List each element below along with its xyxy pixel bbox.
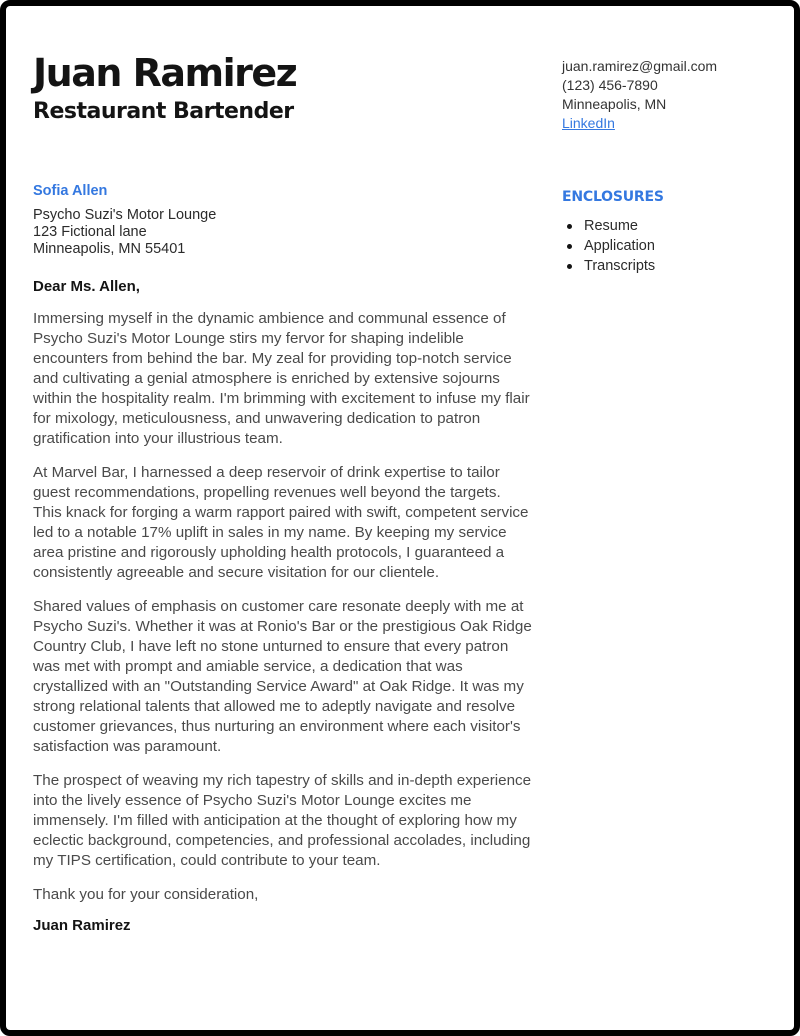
contact-block <box>562 52 775 133</box>
contact-email: juan.ramirez@gmail.com <box>562 58 718 74</box>
enclosures-section <box>562 189 775 934</box>
salutation: Dear Ms. Allen, <box>33 278 140 295</box>
recipient-address <box>33 207 532 258</box>
header-block <box>33 52 532 133</box>
letter-body <box>33 182 532 934</box>
letter-paragraph: Immersing myself in the dynamic ambience and communal essence of Psycho Suzi's Motor Lounge stirs my fervor for shaping indelible encounters from behind the bar. My zeal for providing top-notch service and cultivating a genial atmosphere is enriched by extensive sojourns within the hospitality realm. I'm brimming with excitement to infuse my flair for mixology, meticulousness, and unwavering dedication to patron gratification into your illustrious team. <box>33 310 530 447</box>
recipient-name: Sofia Allen <box>33 183 108 199</box>
letter-paragraph: The prospect of weaving my rich tapestry of skills and in-depth experience into the lively essence of Psycho Suzi's Motor Lounge excites me immensely. I'm filled with anticipation at the thought of exploring how my eclectic background, competencies, and professional accolades, including my TIPS certification, could contribute to your team. <box>33 772 532 869</box>
bullet-icon <box>567 264 572 269</box>
recipient-company: Psycho Suzi's Motor Lounge <box>33 207 217 223</box>
linkedin-link[interactable]: LinkedIn <box>562 115 615 131</box>
enclosures-heading: ENCLOSURES <box>562 189 664 205</box>
list-item <box>562 236 775 256</box>
contact-location: Minneapolis, MN <box>562 96 667 112</box>
enclosure-label: Application <box>584 238 655 254</box>
signature-name: Juan Ramirez <box>33 917 131 934</box>
recipient-address-line2: Minneapolis, MN 55401 <box>33 241 186 257</box>
letter-paragraph: At Marvel Bar, I harnessed a deep reservoir of drink expertise to tailor guest recommendations, propelling revenues well beyond the targets. This knack for forging a warm rapport paired with swift, competent service led to a notable 17% uplift in sales in my name. By keeping my service area pristine and rigorously upholding health protocols, I guaranteed a consistently agreeable and secure visitation for our clientele. <box>33 464 529 581</box>
page-grid <box>33 52 775 934</box>
recipient-address-line1: 123 Fictional lane <box>33 224 147 240</box>
letter-paragraph: Shared values of emphasis on customer care resonate deeply with me at Psycho Suzi's. Whether it was at Ronio's Bar or the prestigious Oak Ridge Country Club, I have left no stone unturned to ensure that every patron was met with prompt and amiable service, a dedication that was crystallized with an "Outstanding Service Award" at Oak Ridge. It was my strong relational talents that allowed me to adeptly navigate and resolve customer grievances, thus nurturing an environment where each visitor's satisfaction was paramount. <box>33 598 532 755</box>
enclosures-list <box>562 216 775 276</box>
closing-line: Thank you for your consideration, <box>33 886 259 903</box>
bullet-icon <box>567 244 572 249</box>
list-item <box>562 216 775 236</box>
contact-phone: (123) 456-7890 <box>562 77 658 93</box>
list-item <box>562 256 775 276</box>
enclosure-label: Resume <box>584 218 638 234</box>
applicant-job-title: Restaurant Bartender <box>33 98 294 124</box>
enclosure-label: Transcripts <box>584 258 656 274</box>
bullet-icon <box>567 224 572 229</box>
applicant-name: Juan Ramirez <box>33 51 297 95</box>
